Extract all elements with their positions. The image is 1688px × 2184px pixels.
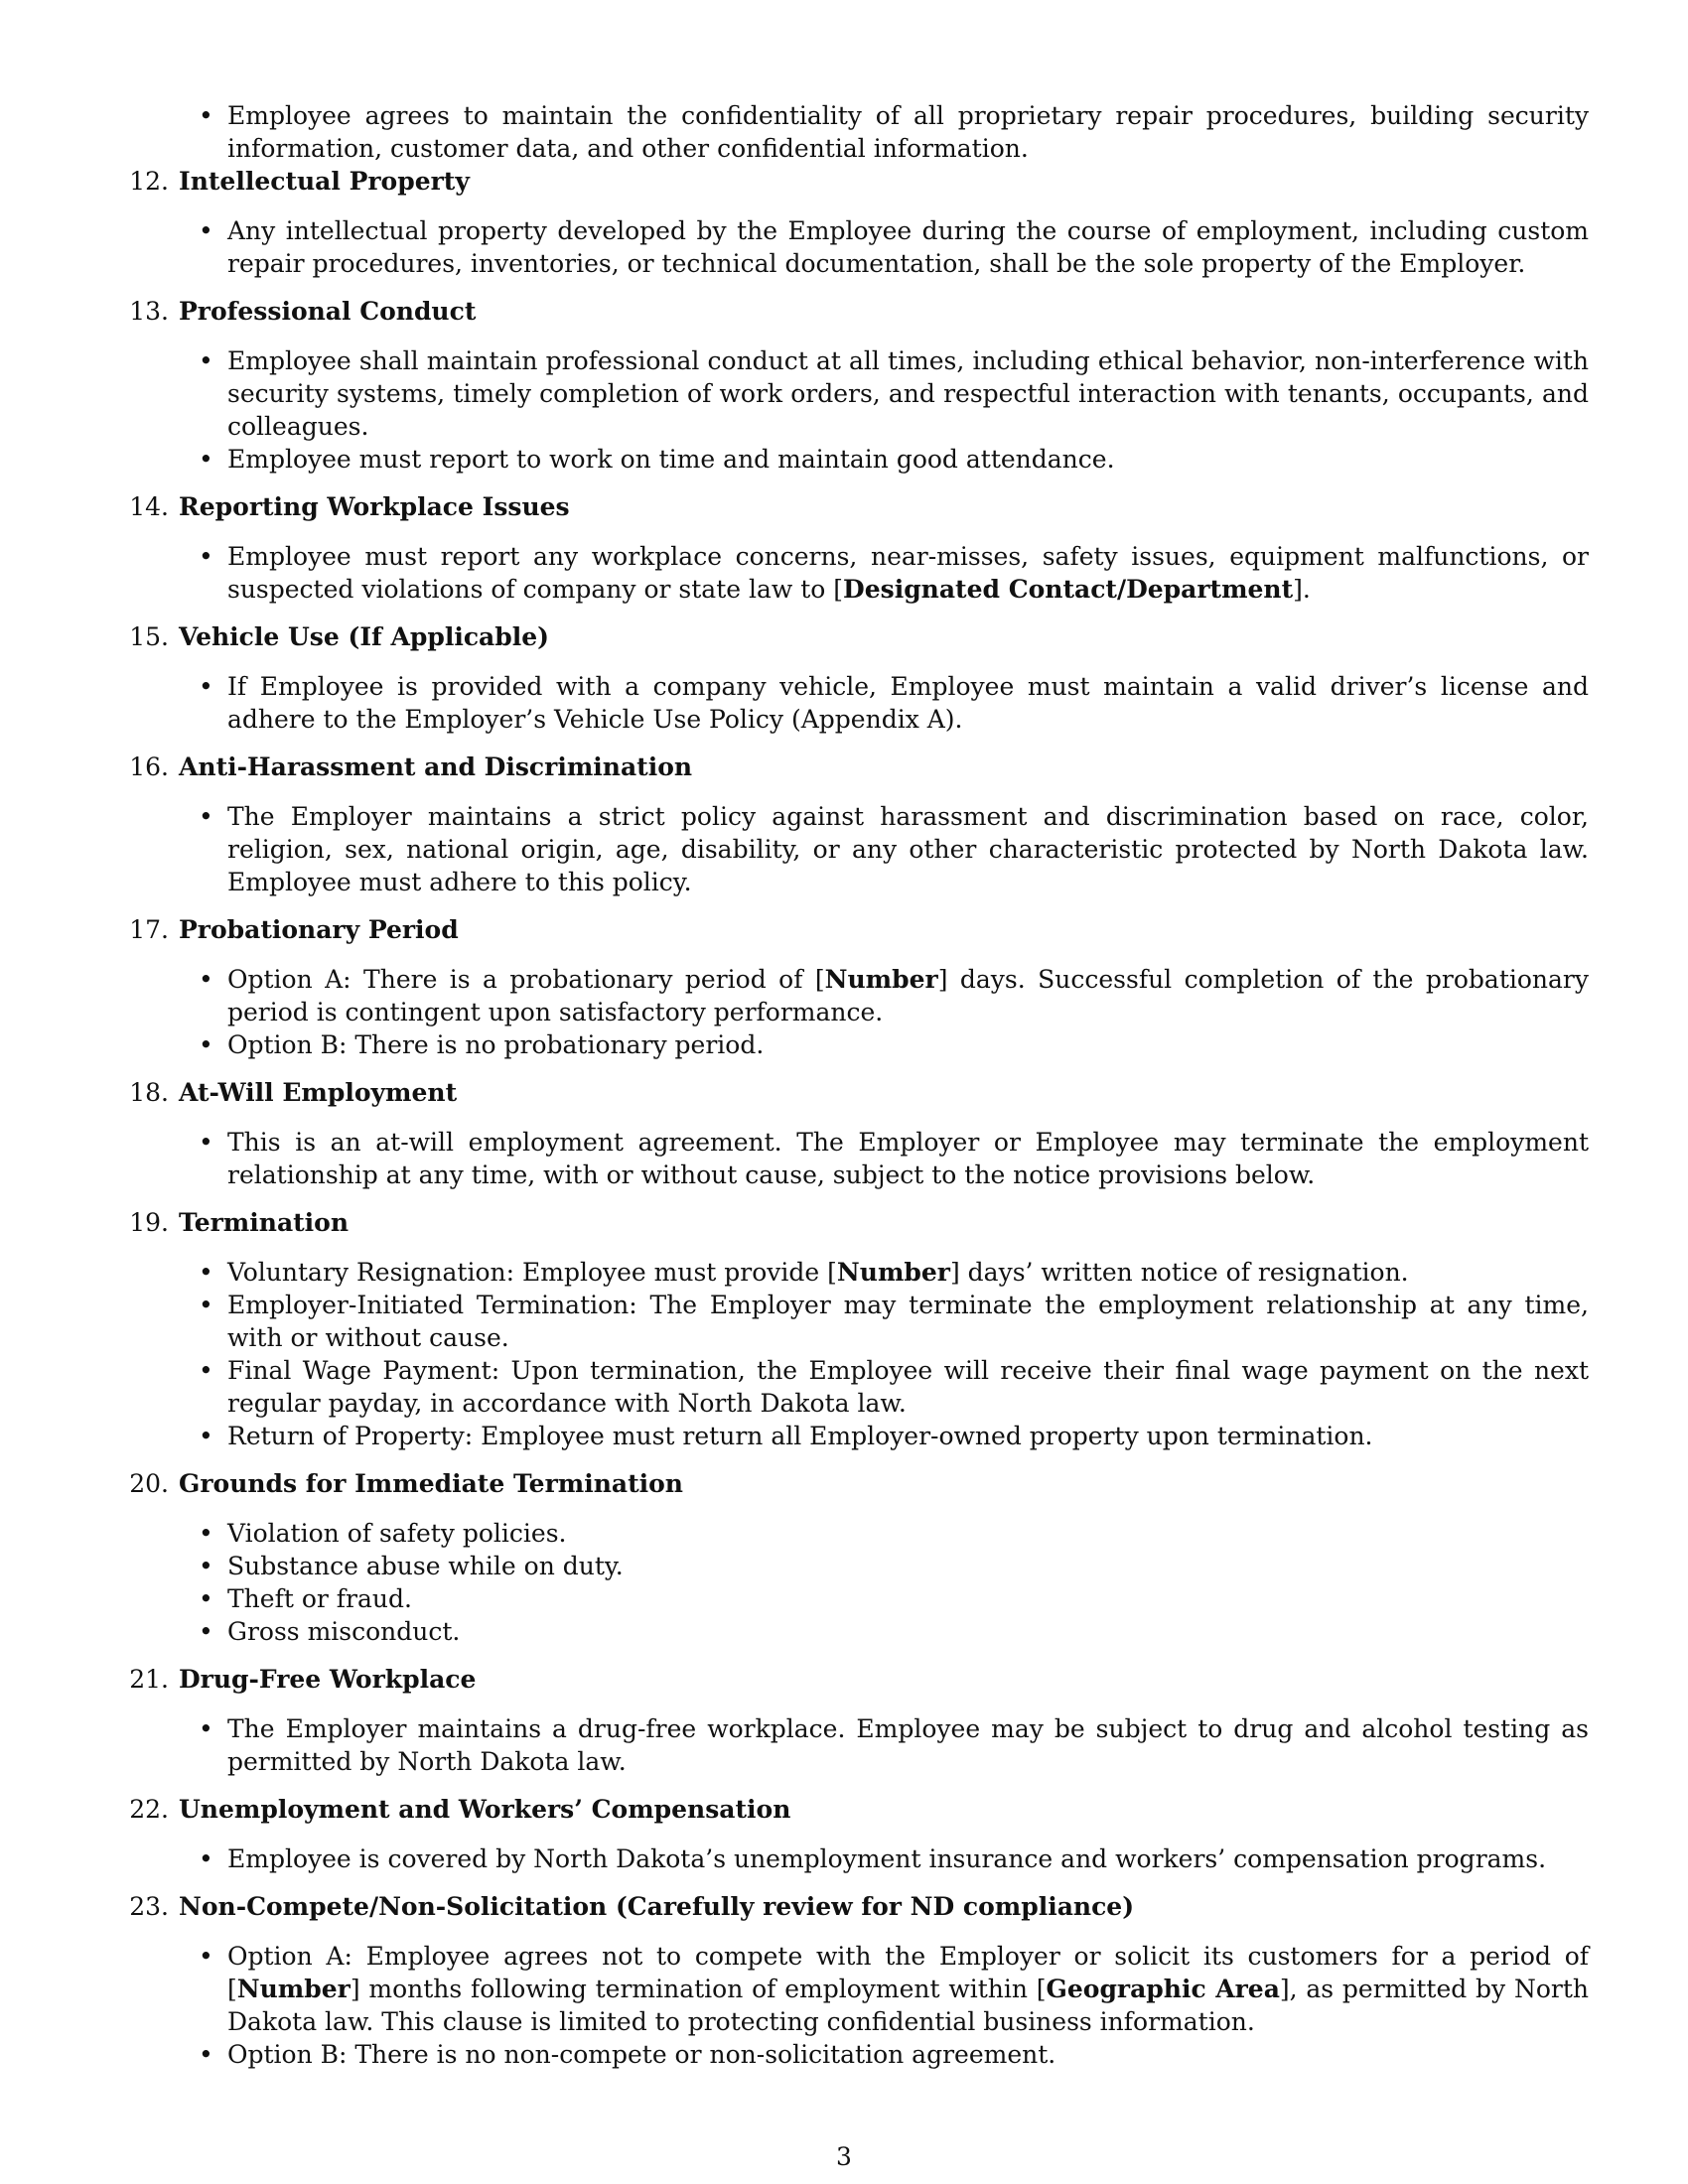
section-bullet-list <box>113 1517 1589 1648</box>
continued-bullet-list <box>113 99 1589 165</box>
bullet-item: • Violation of safety policies. <box>227 1517 1589 1550</box>
section-title: Professional Conduct <box>179 297 477 326</box>
section-number: 17. <box>129 915 169 944</box>
text-segment: ] months following termination of employment within [ <box>350 1975 1047 2003</box>
section <box>113 1076 1589 1191</box>
bold-placeholder: Number <box>824 965 938 994</box>
section-title: Reporting Workplace Issues <box>179 492 570 521</box>
section <box>113 620 1589 736</box>
section-title: Probationary Period <box>179 915 459 944</box>
text-segment: Option A: There is a probationary period of [ <box>227 965 825 994</box>
section-title: Intellectual Property <box>179 167 470 196</box>
bullet-item: • Any intellectual property developed by the Employee during the course of employment, including custom repair procedures, inventories, or technical documentation, shall be the sole property of the Employer. <box>227 214 1589 280</box>
section-title: At-Will Employment <box>179 1078 458 1107</box>
section-bullet-list <box>113 670 1589 736</box>
bullet-item: • The Employer maintains a drug-free workplace. Employee may be subject to drug and alcohol testing as permitted by North Dakota law. <box>227 1712 1589 1778</box>
section-title: Drug-Free Workplace <box>179 1665 477 1694</box>
text-segment: ] days. Successful completion of the probationary period is contingent upon satisfactory performance. <box>227 965 1589 1026</box>
section-bullet-list <box>113 1940 1589 2071</box>
bullet-item <box>227 1940 1589 2038</box>
text-segment: ], as permitted by North Dakota law. This clause is limited to protecting confidential business information. <box>227 1975 1590 2036</box>
section-heading <box>113 1663 1589 1696</box>
bullet-item: • Theft or fraud. <box>227 1582 1589 1615</box>
text-segment: ] days’ written notice of resignation. <box>949 1258 1409 1287</box>
section-number: 18. <box>129 1078 169 1107</box>
bullet-item: • Final Wage Payment: Upon termination, the Employee will receive their final wage payment on the next regular payday, in accordance with North Dakota law. <box>227 1354 1589 1420</box>
section-number: 15. <box>129 622 169 651</box>
section <box>113 1206 1589 1452</box>
section-number: 21. <box>129 1665 169 1694</box>
section-heading <box>113 1206 1589 1239</box>
section <box>113 1793 1589 1875</box>
section-heading <box>113 751 1589 783</box>
section-heading <box>113 165 1589 198</box>
text-segment: Voluntary Resignation: Employee must provide [ <box>227 1258 837 1287</box>
bold-placeholder: Geographic Area <box>1046 1975 1280 2003</box>
bullet-item <box>227 963 1589 1028</box>
section-title: Unemployment and Workers’ Compensation <box>179 1795 791 1824</box>
section-bullet-list <box>113 1843 1589 1875</box>
bullet-item: • Option B: There is no probationary period. <box>227 1028 1589 1061</box>
text-segment: Option A: Employee agrees not to compete with the Employer or solicit its customers for a period of [ <box>227 1942 1589 2003</box>
section-heading <box>113 1467 1589 1500</box>
bullet-item: • Employer-Initiated Termination: The Employer may terminate the employment relationship at any time, with or without cause. <box>227 1289 1589 1354</box>
bullet-item: • Option B: There is no non-compete or non-solicitation agreement. <box>227 2038 1589 2071</box>
bullet-item: • The Employer maintains a strict policy against harassment and discrimination based on race, color, religion, sex, national origin, age, disability, or any other characteristic protected by North Dakota law. Employee must adhere to this policy. <box>227 800 1589 898</box>
section-bullet-list <box>113 963 1589 1061</box>
section-heading <box>113 490 1589 523</box>
section <box>113 165 1589 280</box>
section-bullet-list <box>113 214 1589 280</box>
section-heading <box>113 1076 1589 1109</box>
section-title: Non-Compete/Non-Solicitation (Carefully review for ND compliance) <box>179 1892 1135 1921</box>
section-bullet-list <box>113 1712 1589 1778</box>
section-title: Termination <box>179 1208 350 1237</box>
bullet-item <box>227 540 1589 606</box>
section-number: 22. <box>129 1795 169 1824</box>
section-number: 20. <box>129 1469 169 1498</box>
section-bullet-list <box>113 800 1589 898</box>
page-number: 3 <box>836 2142 852 2171</box>
section-heading <box>113 1890 1589 1923</box>
bullet-item: • Substance abuse while on duty. <box>227 1550 1589 1582</box>
section-bullet-list <box>113 1256 1589 1452</box>
bullet-item <box>227 1256 1589 1289</box>
bold-placeholder: Number <box>236 1975 351 2003</box>
bullet-item: • Employee shall maintain professional conduct at all times, including ethical behavior, non-interference with security systems, timely completion of work orders, and respectful interaction with tenants, occupants, and colleagues. <box>227 344 1589 443</box>
section-bullet-list <box>113 344 1589 476</box>
section-number: 14. <box>129 492 169 521</box>
section <box>113 1890 1589 2071</box>
section <box>113 751 1589 898</box>
section-number: 16. <box>129 752 169 781</box>
bullet-item: • Gross misconduct. <box>227 1615 1589 1648</box>
section-number: 19. <box>129 1208 169 1237</box>
section <box>113 490 1589 606</box>
text-segment: ]. <box>1293 575 1311 604</box>
section <box>113 913 1589 1061</box>
bullet-item: • Employee must report to work on time and maintain good attendance. <box>227 443 1589 476</box>
section-bullet-list <box>113 1126 1589 1191</box>
section-list <box>113 165 1589 2071</box>
bullet-item: • Employee is covered by North Dakota’s unemployment insurance and workers’ compensation programs. <box>227 1843 1589 1875</box>
bold-placeholder: Number <box>836 1258 950 1287</box>
section-number: 12. <box>129 167 169 196</box>
section-heading <box>113 620 1589 653</box>
section <box>113 1467 1589 1648</box>
section-bullet-list <box>113 540 1589 606</box>
section-heading <box>113 913 1589 946</box>
bullet-item: • This is an at-will employment agreement. The Employer or Employee may terminate the employment relationship at any time, with or without cause, subject to the notice provisions below. <box>227 1126 1589 1191</box>
section <box>113 295 1589 476</box>
bullet-item: • Employee agrees to maintain the confidentiality of all proprietary repair procedures, building security information, customer data, and other confidential information. <box>227 99 1589 165</box>
text-segment: Employee must report any workplace concerns, near-misses, safety issues, equipment malfunctions, or suspected violations of company or state law to [ <box>227 542 1589 604</box>
section-title: Grounds for Immediate Termination <box>179 1469 683 1498</box>
section-number: 23. <box>129 1892 169 1921</box>
section <box>113 1663 1589 1778</box>
section-heading <box>113 1793 1589 1826</box>
bold-placeholder: Designated Contact/Department <box>843 575 1294 604</box>
section-title: Vehicle Use (If Applicable) <box>179 622 549 651</box>
document-body <box>113 99 1589 2086</box>
bullet-item: • If Employee is provided with a company vehicle, Employee must maintain a valid driver’s license and adhere to the Employer’s Vehicle Use Policy (Appendix A). <box>227 670 1589 736</box>
section-heading <box>113 295 1589 328</box>
section-number: 13. <box>129 297 169 326</box>
bullet-item: • Return of Property: Employee must return all Employer-owned property upon termination. <box>227 1420 1589 1452</box>
section-title: Anti-Harassment and Discrimination <box>179 752 693 781</box>
